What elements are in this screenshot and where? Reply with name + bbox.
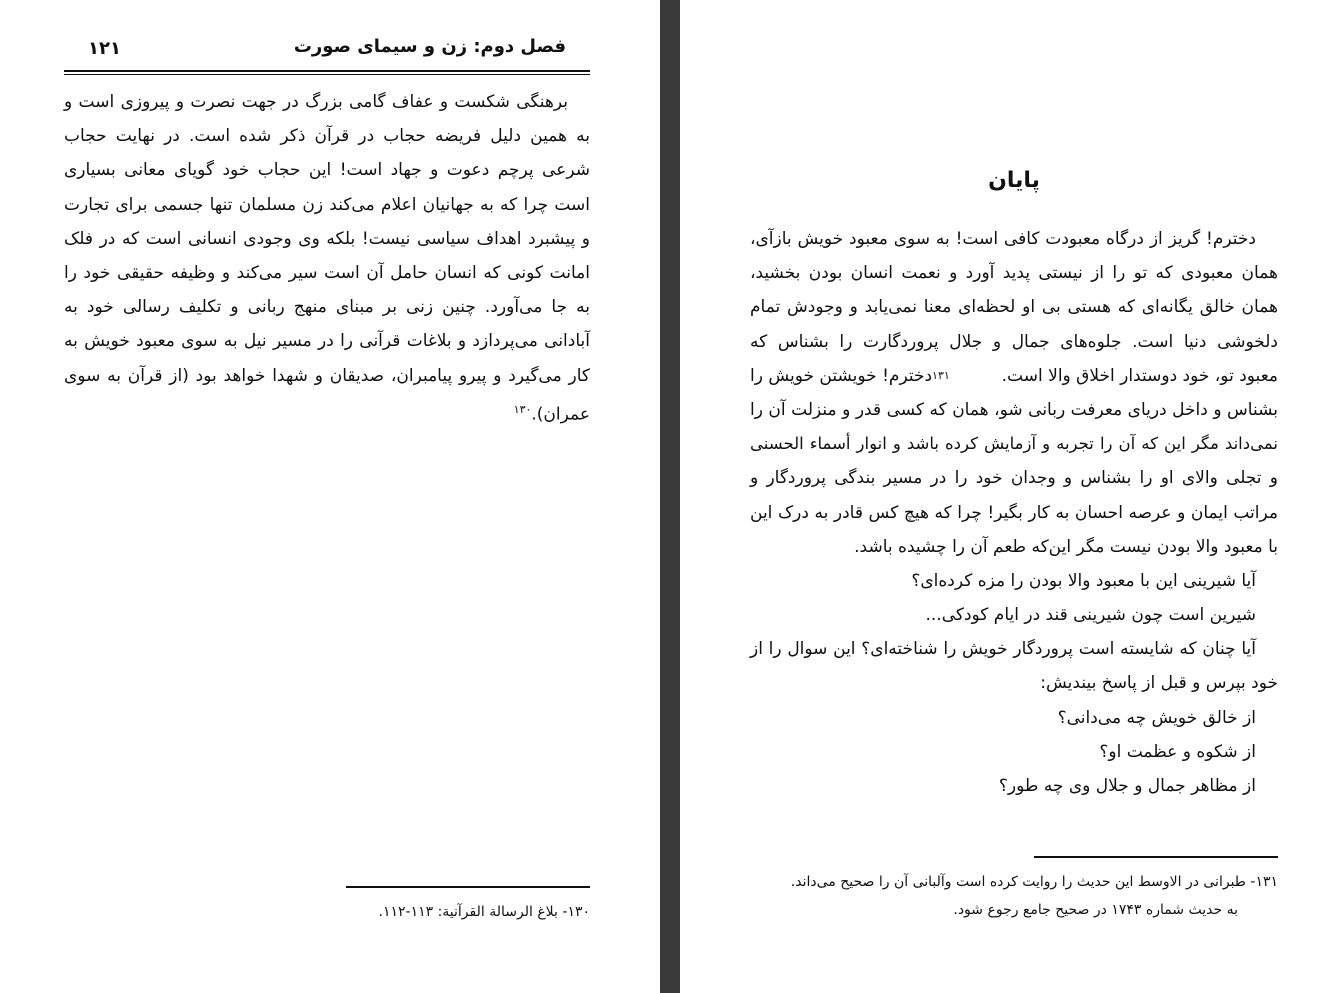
footnote-rule <box>346 886 590 888</box>
header-rule <box>64 70 590 72</box>
text-line: است چرا که به جهانیان اعلام می‌کند زن مسلمان تنها جسمی برای تجارت <box>64 194 590 215</box>
left-page <box>0 0 660 993</box>
footnote-text: به حدیث شماره ۱۷۴۳ در صحیح جامع رجوع شود. <box>953 902 1238 918</box>
footnote <box>750 868 1278 924</box>
text-line: کار می‌گیرد و پیرو پیامبران، صدیقان و شهدا خواهد بود (از قرآن به سوی <box>64 365 590 386</box>
text-line-with-ref <box>750 359 1278 393</box>
text-line: آیا شیرینی این با معبود والا بودن را مزه کرده‌ای؟ <box>911 570 1256 591</box>
text-line: آبادانی می‌پردازد و بلاغات قرآنی را در مسیر نیل به سوی معبود خویش به <box>64 331 590 352</box>
text-line: شرعی پرچم دعوت و جهاد است! این حجاب خود گویای معانی بسیاری <box>64 160 590 181</box>
text-line: همان خالق یگانه‌ای که هستی بی او لحظه‌ای معنا نمی‌یابد و وجودش تمام <box>750 297 1278 318</box>
book-spine <box>660 0 680 993</box>
text-line: با معبود والا بودن نیست مگر این‌که طعم آن را چشیده باشد. <box>854 536 1278 557</box>
text-line: دخترم! گریز از درگاه معبودت کافی است! به سوی معبود خویش بازآی، <box>750 229 1256 249</box>
body-text <box>64 85 590 427</box>
text-line: از خالق خویش چه می‌دانی؟ <box>1057 707 1256 728</box>
text-line: مراتب ایمان و عرصه احسان به کار بگیر! چرا که هیچ کس قادر به درک این <box>750 502 1278 523</box>
text-line: از شکوه و عظمت او؟ <box>1099 741 1256 762</box>
text-line: نمی‌داند مگر این که آن را تجربه و آزمایش کرده باشد و انوار أسماء الحسنی <box>750 434 1278 454</box>
chapter-title: فصل دوم: زن و سیمای صورت <box>293 36 566 57</box>
text-line: خود بپرس و قبل از پاسخ بیندیش: <box>1040 673 1278 694</box>
footnote-rule <box>1034 856 1278 858</box>
text-line: شیرین است چون شیرینی قند در ایام کودکی... <box>925 605 1256 626</box>
footnote-text: ۱۳۱- طبرانی در الاوسط این حدیث را روایت کرده است وآلبانی آن را صحیح می‌داند. <box>790 874 1278 890</box>
running-header <box>64 36 590 76</box>
text-line: دلخوشی دنیا است. جلوه‌های جمال و جلال پروردگارت را بشناس که <box>750 331 1278 352</box>
footnote-ref: ۱۳۱ <box>932 368 950 382</box>
text-line: امانت کونی که انسان حامل آن است سیر می‌کند و وظیفه حقیقی خود را <box>64 262 590 283</box>
footnote-text: ۱۳۰- بلاغ الرسالة القرآنية: ۱۱۳-۱۱۲. <box>378 904 590 920</box>
text-line: همان معبودی که تو را از نیستی پدید آورد و نعمت انسان بودن بخشید، <box>750 263 1278 284</box>
text-line: و پیشبرد اهداف سیاسی نیست! بلکه وی وجودی انسانی است که در فلک <box>64 228 590 249</box>
text-line: معبود تو، خود دوستدار اخلاق والا است. <box>1001 365 1278 386</box>
text-line: و تجلی والای او را بشناس و وجدان خود را در مسیر بندگی پروردگار و <box>750 468 1278 489</box>
text-line-last <box>64 393 590 427</box>
text-line: به همین دلیل فریضه حجاب در قرآن ذکر شده است. در نهایت حجاب <box>64 126 590 147</box>
header-rule-thin <box>64 74 590 75</box>
text-line: برهنگی شکست و عفاف گامی بزرگ در جهت نصرت و پیروزی است و <box>64 92 568 112</box>
text-line: دخترم! خویشتن خویش را <box>750 365 933 386</box>
text-line: عمران). <box>531 404 590 425</box>
page-number: ۱۲۱ <box>88 38 121 59</box>
text-line-tail <box>750 359 950 393</box>
text-line: آیا چنان که شایسته است پروردگار خویش را شناخته‌ای؟ این سوال را از <box>750 639 1256 660</box>
footnote-ref: ۱۳۰ <box>513 402 532 416</box>
text-line: از مظاهر جمال و جلال وی چه طور؟ <box>998 776 1256 796</box>
text-line: بشناس و داخل دریای معرفت ربانی شو، همان که کسی قدر و منزلت آن را <box>750 399 1278 420</box>
body-text <box>750 222 1278 803</box>
section-heading: پایان <box>988 168 1040 193</box>
text-line: به جا می‌آورد. چنین زنی بر مبنای منهج ربانی و تکلیف رسالی خود به <box>64 297 590 318</box>
footnote <box>290 898 590 926</box>
